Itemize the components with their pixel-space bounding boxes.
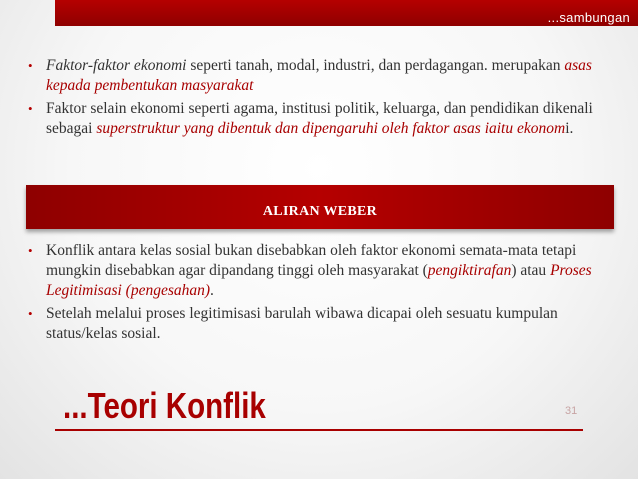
slide-title: ...Teori Konflik [63,385,266,426]
text-run: asas kepada pembentukan masyarakat [46,57,592,94]
continuation-tag: ...sambungan [547,10,630,25]
bullet-icon: • [28,58,33,73]
bullet-icon: • [28,101,33,116]
banner-title: ALIRAN WEBER [262,204,378,219]
text-run: superstruktur yang dibentuk dan dipengaruhi oleh faktor asas iaitu ekonom [96,120,566,137]
text-run: Konflik antara kelas sosial bukan disebabkan oleh faktor ekonomi semata-mata tetapi mungkin disebabkan agar dipandang tinggi oleh masyarakat ( [46,242,577,279]
text-run: Setelah melalui proses legitimisasi barulah wibawa dicapai oleh sesuatu kumpulan status/kelas sosial. [46,305,558,342]
section-banner [26,185,614,229]
bullet-item [22,241,618,301]
slide-number: 31 [565,405,578,417]
text-run: seperti tanah, modal, industri, dan perdagangan. merupakan [186,57,565,74]
bullet-item [22,56,618,96]
bullet-item [22,99,618,139]
bullet-list-marx [22,56,618,142]
bullet-list-weber [22,241,618,347]
bullet-icon: • [28,243,33,258]
bullet-item [22,304,618,344]
text-run: . [210,282,214,299]
title-underline [55,429,583,431]
text-run: Proses Legitimisasi (pengesahan) [46,262,592,299]
bullet-icon: • [28,306,33,321]
text-run: Faktor selain ekonomi seperti agama, institusi politik, keluarga, dan pendidikan dikenali sebagai [46,100,593,137]
text-run: ) atau [511,262,551,279]
text-run: Faktor-faktor ekonomi [46,57,187,74]
text-run: i. [565,120,574,137]
top-bar [55,0,638,26]
text-run: pengiktirafan [427,262,512,279]
